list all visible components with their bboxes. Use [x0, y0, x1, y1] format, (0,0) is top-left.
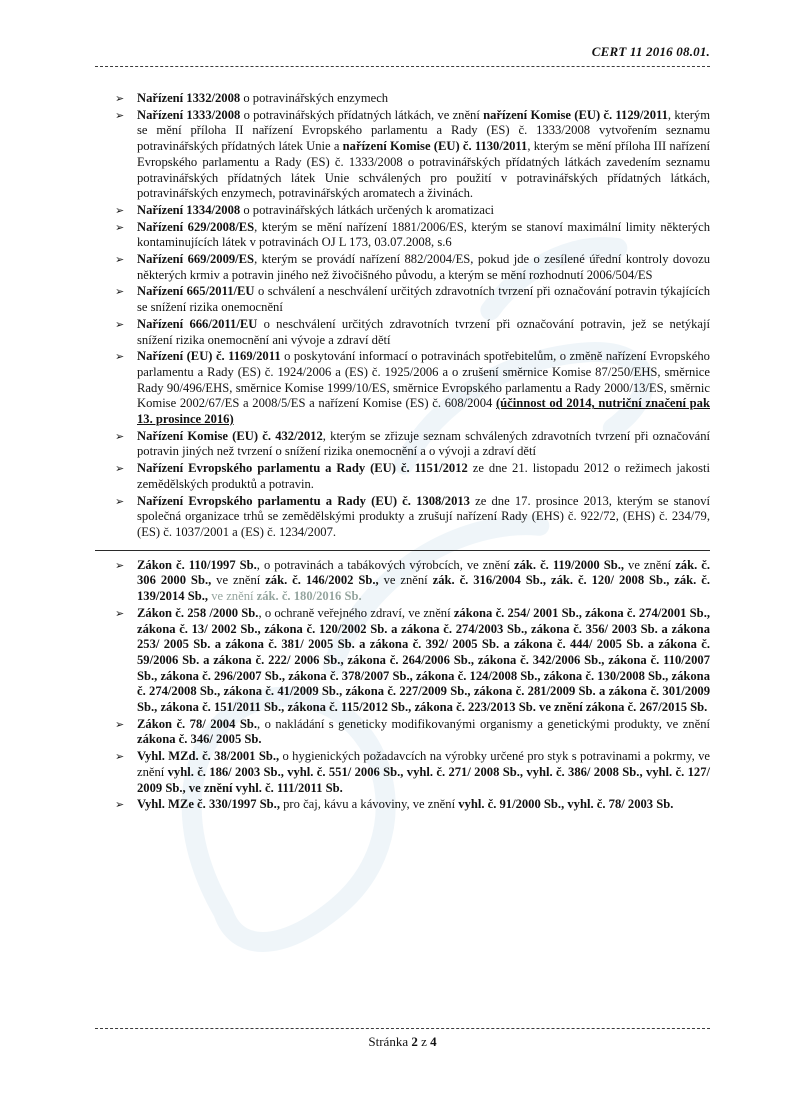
arrow-bullet-icon: ➢	[115, 254, 125, 267]
list-item	[95, 749, 710, 796]
list-item	[95, 203, 710, 219]
item-text: Zákon č. 110/1997 Sb., o potravinách a tabákových výrobcích, ve znění zák. č. 119/2000 Sb., ve znění zák. č. 306 2000 Sb., ve znění zák. č. 146/2002 Sb., ve znění zák. č. 316/2004 Sb., zák. č. 120/ 2008 Sb., zák. č. 139/2014 Sb., ve znění zák. č. 180/2016 Sb.	[137, 557, 710, 604]
arrow-bullet-icon: ➢	[115, 221, 125, 234]
section-divider	[95, 550, 710, 551]
list-item	[95, 220, 710, 251]
page-number-text	[95, 1034, 710, 1050]
item-text: Zákon č. 258 /2000 Sb., o ochraně veřejného zdraví, ve znění zákona č. 254/ 2001 Sb., zákona č. 274/2001 Sb., zákona č. 13/ 2002 Sb., zákona č. 120/2002 Sb. a zákona č. 274/2003 Sb., zákona č. 356/ 2003 Sb. a zákona 253/ 2005 Sb. a zákona č. 381/ 2005 Sb. a zákona č. 392/ 2005 Sb. a zákona č. 444/ 2005 Sb. a zákona č. 59/2006 Sb. a zákona č. 222/ 2006 Sb., zákona č. 264/2006 Sb., zákona č. 342/2006 Sb., zákona č. 110/2007 Sb., zákona č. 296/2007 Sb., zákona č. 378/2007 Sb., zákona č. 124/2008 Sb., zákona č. 130/2008 Sb., zákona č. 274/2008 Sb., zákona č. 41/2009 Sb., zákona č. 227/2009 Sb., zákona č. 281/2009 Sb. a zákona č. 301/2009 Sb., zákona č. 151/2011 Sb., zákona č. 115/2012 Sb., zákona č. 223/2013 Sb. ve znění zákona č. 267/2015 Sb.	[137, 605, 710, 715]
item-text: Nařízení 666/2011/EU o neschválení určitých zdravotních tvrzení při označování potravin, jež se netýkají snížení rizika onemocnění ani vývoje a zdraví dětí	[137, 316, 711, 347]
arrow-bullet-icon: ➢	[115, 93, 125, 105]
arrow-bullet-icon: ➢	[115, 495, 125, 508]
list-item	[95, 349, 710, 428]
list-item	[95, 284, 710, 315]
list-item	[95, 252, 710, 283]
regulations-list	[95, 91, 710, 541]
list-item	[95, 108, 710, 202]
list-item	[95, 797, 710, 813]
page-footer	[95, 1022, 710, 1050]
item-text: Nařízení Evropského parlamentu a Rady (EU) č. 1151/2012 ze dne 21. listopadu 2012 o režimech jakosti zemědělských produktů a potravin.	[137, 461, 710, 491]
list-item	[95, 91, 710, 107]
list-item	[95, 558, 710, 605]
list-item	[95, 317, 710, 348]
page-header	[95, 44, 710, 60]
footer-page-number: 2	[411, 1034, 418, 1049]
list-item	[95, 429, 710, 460]
arrow-bullet-icon: ➢	[115, 318, 125, 331]
arrow-bullet-icon: ➢	[115, 463, 125, 476]
item-text: Nařízení 1334/2008 o potravinářských látkách určených k aromatizaci	[137, 202, 495, 217]
arrow-bullet-icon: ➢	[115, 799, 125, 812]
arrow-bullet-icon: ➢	[115, 351, 125, 364]
list-item	[95, 461, 710, 492]
arrow-bullet-icon: ➢	[115, 751, 125, 764]
item-text: Vyhl. MZe č. 330/1997 Sb., pro čaj, kávu a kávoviny, ve znění vyhl. č. 91/2000 Sb., vyhl. č. 78/ 2003 Sb.	[137, 797, 674, 812]
item-text: Nařízení 669/2009/ES, kterým se provádí nařízení 882/2004/ES, pokud jde o zesílené úřední kontroly dovozu některých krmiv a potravin jiného než živočišného původu, a kterým se mění rozhodnutí 2006/504/ES	[137, 252, 710, 282]
arrow-bullet-icon: ➢	[115, 559, 125, 572]
arrow-bullet-icon: ➢	[115, 109, 125, 122]
arrow-bullet-icon: ➢	[115, 430, 125, 443]
item-text: Vyhl. MZd. č. 38/2001 Sb., o hygienických požadavcích na výrobky určené pro styk s potravinami a pokrmy, ve znění vyhl. č. 186/ 2003 Sb., vyhl. č. 551/ 2006 Sb., vyhl. č. 271/ 2008 Sb., vyhl. č. 386/ 2008 Sb., vyhl. č. 127/ 2009 Sb., ve znění vyhl. č. 111/2011 Sb.	[137, 749, 710, 795]
list-item	[95, 717, 710, 748]
list-item	[95, 494, 710, 541]
item-text: Nařízení 1333/2008 o potravinářských přídatných látkách, ve znění nařízení Komise (EU) č. 1129/2011, kterým se mění příloha II nařízení Evropského parlamentu a Rady (ES) č. 1333/2008 vytvořením seznamu potravinářských přídatných látek Unie a nařízení Komise (EU) č. 1130/2011, kterým se mění příloha III nařízení Evropského parlamentu a Rady (ES) č. 1333/2008 o potravinářských přídatných látkách zavedením seznamu potravinářských přídatných látek Unie schválených pro použití v potravinářských přídatných látkách, potravinářských enzymech, potravinářských aromatech a živinách.	[137, 107, 711, 201]
footer-label: Stránka	[368, 1034, 409, 1049]
item-text: Nařízení 665/2011/EU o schválení a neschválení určitých zdravotních tvrzení při označování potravin týkajících se snížení rizika onemocnění	[137, 284, 711, 315]
doc-code: CERT 11 2016 08.01.	[591, 44, 710, 59]
footer-total-pages: 4	[430, 1034, 437, 1049]
list-item	[95, 606, 710, 716]
laws-list	[95, 558, 710, 813]
item-text: Nařízení Komise (EU) č. 432/2012, kterým se zřizuje seznam schválených zdravotních tvrzení při označování potravin jiných než tvrzení o snížení rizika onemocnění a o vývoji a zdraví dětí	[137, 428, 710, 459]
item-text: Nařízení 1332/2008 o potravinářských enzymech	[137, 91, 389, 105]
item-text: Nařízení (EU) č. 1169/2011 o poskytování informací o potravinách spotřebitelům, o změně nařízení Evropského parlamentu a Rady (ES) č. 1924/2006 a (ES) č. 1925/2006 a o zrušení směrnice Komise 87/250/EHS, směrnice Rady 90/496/EHS, směrnice Komise 1999/10/ES, směrnice Evropského parlamentu a Rady 2000/13/ES, směrnic Komise 2002/67/ES a 2008/5/ES a nařízení Komise (ES) č. 608/2004 (účinnost od 2014, nutriční značení pak 13. prosince 2016)	[137, 349, 710, 427]
header-divider	[95, 66, 710, 67]
footer-of-word: z	[421, 1034, 427, 1049]
item-text: Nařízení Evropského parlamentu a Rady (EU) č. 1308/2013 ze dne 17. prosince 2013, kterým se stanoví společná organizace trhů se zemědělskými produkty a zrušují nařízení Rady (EHS) č. 922/72, (EHS) č. 234/79, (ES) č. 1037/2001 a (ES) č. 1234/2007.	[137, 493, 711, 539]
arrow-bullet-icon: ➢	[115, 286, 125, 299]
arrow-bullet-icon: ➢	[115, 607, 125, 620]
item-text: Zákon č. 78/ 2004 Sb., o nakládání s geneticky modifikovanými organismy a genetickými produkty, ve znění zákona č. 346/ 2005 Sb.	[137, 716, 710, 747]
arrow-bullet-icon: ➢	[115, 204, 125, 217]
footer-divider	[95, 1028, 710, 1029]
arrow-bullet-icon: ➢	[115, 718, 125, 731]
item-text: Nařízení 629/2008/ES, kterým se mění nařízení 1881/2006/ES, kterým se stanoví maximální limity některých kontaminujících látek v potravinách OJ L 173, 03.07.2008, s.6	[137, 219, 710, 250]
